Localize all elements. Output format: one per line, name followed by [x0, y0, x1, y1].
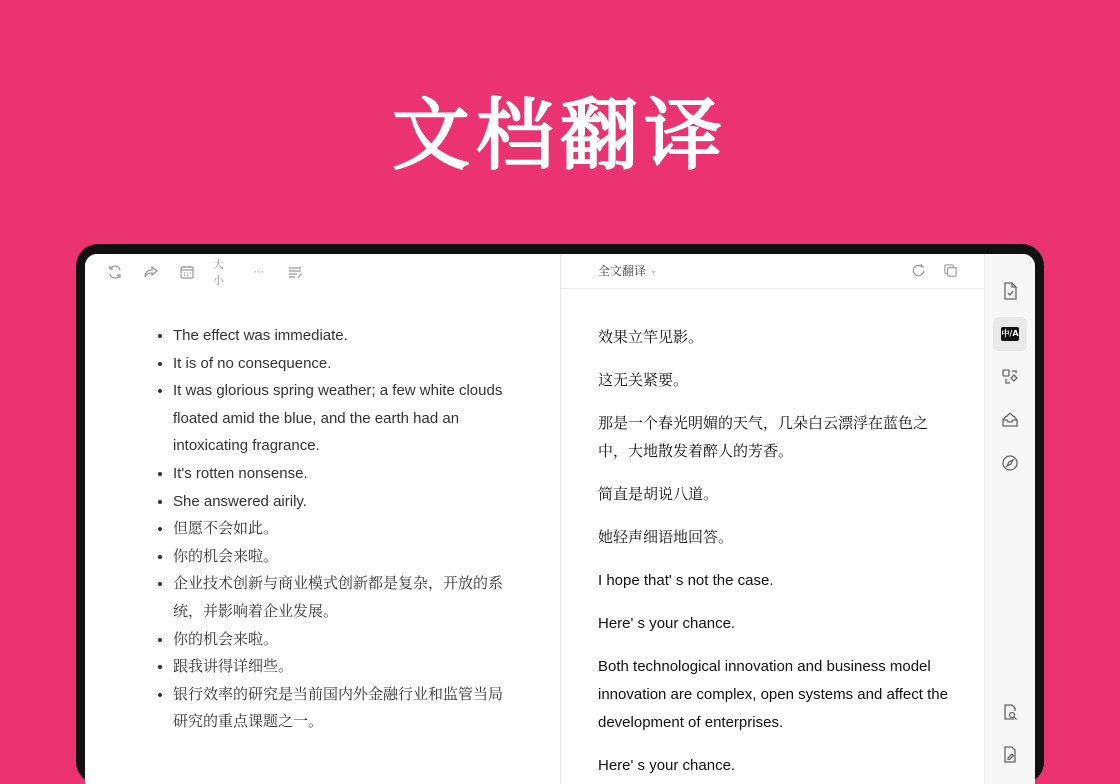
font-size-icon[interactable]	[213, 259, 233, 287]
side-rail	[984, 254, 1035, 784]
translation-mode-label: 全文翻译	[598, 264, 647, 278]
translate-badge: 中/A	[1001, 327, 1019, 341]
source-list-item: • 你的机会来啦。	[173, 626, 503, 654]
source-text-list	[149, 322, 503, 736]
source-list-item: • It was glorious spring weather; a few white clouds floated amid the blue, and the earth had an intoxicating fragrance.	[173, 377, 503, 460]
more-label: ···	[253, 266, 265, 278]
page-title: 文档翻译	[391, 91, 728, 181]
source-list-item: • It's rotten nonsense.	[173, 460, 503, 488]
translation-paragraph: Here' s your chance.	[598, 615, 736, 632]
app-window	[85, 254, 1035, 784]
translation-pane	[561, 254, 984, 784]
translation-paragraph: 那是一个春光明媚的天气，几朵白云漂浮在蓝色之中，大地散发着醉人的芳香。	[598, 415, 929, 460]
translation-paragraph: 这无关紧要。	[598, 372, 689, 389]
source-list-item: • The effect was immediate.	[173, 322, 503, 350]
translation-text-list	[598, 324, 948, 784]
translation-paragraph: 她轻声细语地回答。	[598, 529, 734, 546]
source-list-item: • 银行效率的研究是当前国内外金融行业和监管当局研究的重点课题之一。	[173, 681, 503, 736]
format-icon[interactable]	[285, 262, 305, 282]
document-check-icon[interactable]	[993, 274, 1027, 308]
convert-icon[interactable]	[993, 360, 1027, 394]
refresh-icon[interactable]	[105, 262, 125, 282]
source-list-item: • 跟我讲得详细些。	[173, 653, 503, 681]
chevron-down-icon: ⌄	[650, 265, 658, 275]
translation-mode-dropdown[interactable]	[598, 262, 658, 279]
translation-paragraph: 简直是胡说八道。	[598, 486, 719, 503]
more-icon[interactable]	[249, 262, 269, 282]
font-size-label: 大小	[213, 259, 224, 287]
source-list-item: • It is of no consequence.	[173, 350, 503, 378]
source-list-item: • 但愿不会如此。	[173, 515, 503, 543]
device-frame	[76, 244, 1044, 784]
translation-paragraph: I hope that' s not the case.	[598, 572, 774, 589]
source-toolbar	[105, 259, 305, 287]
translate-icon[interactable]	[993, 317, 1027, 351]
translation-paragraph: Here' s your chance.	[598, 757, 736, 774]
source-list-item: • She answered airily.	[173, 488, 503, 516]
translation-header	[561, 254, 984, 289]
translation-paragraph: 效果立竿见影。	[598, 329, 704, 346]
source-pane	[85, 254, 561, 784]
source-list-item: • 你的机会来啦。	[173, 543, 503, 571]
retranslate-icon[interactable]	[908, 260, 928, 280]
copy-icon[interactable]	[940, 260, 960, 280]
source-list-item: • 企业技术创新与商业模式创新都是复杂，开放的系统，并影响着企业发展。	[173, 570, 503, 625]
edit-document-icon[interactable]	[993, 738, 1027, 772]
translation-paragraph: Both technological innovation and business model innovation are complex, open systems and affect the development of enterprises.	[598, 658, 948, 731]
calendar-icon[interactable]	[177, 262, 197, 282]
translation-actions	[908, 260, 960, 280]
compass-icon[interactable]	[993, 446, 1027, 480]
search-document-icon[interactable]	[993, 695, 1027, 729]
share-icon[interactable]	[141, 262, 161, 282]
inbox-icon[interactable]	[993, 403, 1027, 437]
